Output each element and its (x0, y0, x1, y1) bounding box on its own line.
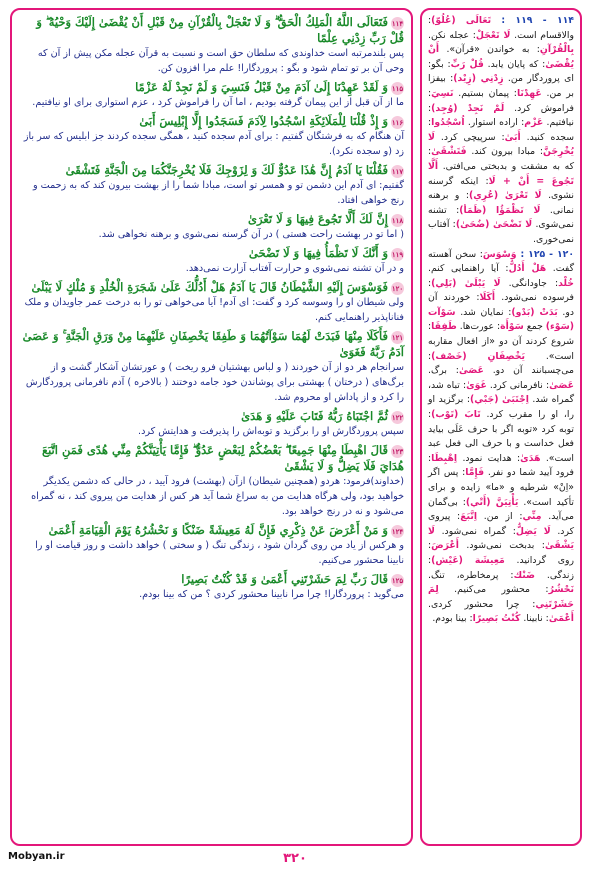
arabic-text: فَوَسْوَسَ إِلَيْهِ الشَّيْطَانُ قَالَ يَا آدَمُ هَلْ أَدُلُّكَ عَلَىٰ شَجَرَةِ الْخُلْدِ وَ مُلْكٍ لَا يَبْلَىٰ (31, 280, 388, 294)
arabic-verse (19, 162, 404, 178)
glossary-meaning: : خوردند آن دو. (428, 292, 575, 318)
glossary-meaning: : چرا محشور کردی. (428, 598, 536, 610)
glossary-word: سَوْأَة (500, 321, 524, 333)
glossary-word: قُلْ رَبِّ (450, 58, 484, 70)
vocabulary-panel (420, 8, 582, 846)
glossary-meaning: جمع (523, 321, 546, 333)
page-number: ۳۲۰ (283, 851, 307, 866)
glossary-meaning: : مبادا بیرون کند. (466, 146, 543, 158)
persian-translation: ولی شیطان او را وسوسه کرد و گفت: ای آدم! آیا می‌خواهی تو را به درخت عمر جاویدان و ملک فناناپذیر راهنمایی کنم. (24, 297, 404, 323)
site-name: Mobyan.ir (8, 851, 65, 862)
glossary-meaning: : فراموش کرد. (428, 87, 574, 114)
glossary-word: طَفِقَا (431, 321, 457, 333)
glossary-word: أَبَىٰ (504, 131, 521, 143)
glossary-word: (جَبْي) (470, 394, 499, 406)
arabic-text: إِنَّ لَكَ أَلَّا تَجُوعَ فِيهَا وَ لَا تَعْرَىٰ (247, 212, 388, 226)
glossary-word: غَوَىٰ (466, 379, 487, 391)
glossary-word: ضَنْك (513, 569, 535, 581)
glossary-word: عَهِدْنَا (516, 87, 542, 99)
persian-translation: می‌گوید : پروردگارا! چرا مرا نابینا محشور کردی ؟ من که بینا بودم. (139, 589, 404, 600)
glossary-word: لِمَ حَشَرْتَنِي (428, 584, 574, 610)
glossary-word: أَنْ + لَا (488, 175, 530, 187)
glossary-meaning: : آفتاب نمی‌خوری. (428, 219, 574, 245)
persian-translation: پس بلندمرتبه است خداوندی که سلطان حق است و نسبت به قرآن عجله مکن پیش از آن که وحی آن بر تو تمام شود و بگو : پروردگارا! علم مرا افزون کن. (37, 48, 404, 74)
glossary-word: مَعِيشَة (عَيْش) (431, 554, 505, 566)
glossary-word: هَلْ أَدُلُّ (508, 263, 547, 275)
arabic-text: قَالَ اهْبِطَا مِنْهَا جَمِيعًا ۖ بَعْضُكُمْ لِبَعْضٍ عَدُوٌّ ۖ فَإِمَّا يَأْتِيَنَّكُمْ مِنِّي هُدًى فَمَنِ اتَّبَعَ هُدَايَ فَلَا يَضِلُّ وَ لَا يَشْقَىٰ (41, 443, 404, 473)
glossary-meaning: : نافرمانی کرد. (486, 379, 550, 391)
arabic-text: فَقُلْنَا يَا آدَمُ إِنَّ هَٰذَا عَدُوٌّ لَكَ وَ لِزَوْجِكَ فَلَا يُخْرِجَنَّكُمَا مِنَ الْجَنَّةِ فَتَشْقَىٰ (65, 163, 388, 177)
arabic-verse (19, 279, 404, 295)
glossary-paragraph (428, 248, 574, 627)
verse-number-badge: ۱۱۷ (391, 166, 404, 176)
glossary-word: أَعْرَضَ (431, 540, 459, 552)
persian-translation: آن هنگام که به فرشتگان گفتیم : برای آدم سجده کنید ، همگی سجده کردند جز ابلیس که سر باز زد (و سجده نکرد). (23, 131, 404, 157)
arabic-text: وَ مَنْ أَعْرَضَ عَنْ ذِكْرِي فَإِنَّ لَهُ مَعِيشَةً ضَنْكًا وَ نَحْشُرُهُ يَوْمَ الْقِيَامَةِ أَعْمَىٰ (48, 523, 388, 537)
glossary-meaning: : می‌چسبانند آن دو. (428, 350, 574, 377)
persian-translation: و در آن تشنه نمی‌شوی و حرارت آفتاب آزارت نمی‌دهد. (185, 263, 404, 274)
verse-number-badge: ۱۲۳ (391, 446, 404, 456)
glossary-meaning: : بگو: ای پروردگار من. (428, 58, 574, 85)
verse-block (19, 408, 404, 439)
glossary-word: عَزْم (524, 117, 544, 129)
glossary-word: لَا تَعْرَىٰ (عُرِي) (468, 190, 542, 202)
glossary-meaning: : عجله نکن. (428, 29, 476, 41)
glossary-meaning: : بینا بودم. (432, 613, 473, 625)
glossary-meaning: : که به مشقت و بدبختی می‌افتی. (428, 146, 574, 172)
verse-block (19, 113, 404, 159)
persian-translation: سرانجام هر دو از آن خوردند ( و لباس بهشتیان فرو ریخت ) و عورتشان آشکار گشت و از برگ‌های ( درختان ) بهشتی برای پوشاندن خود جامه دوختند ( بالاخره ) آدم نافرمانی پروردگارش را کرد و از پاداش او محروم شد. (25, 362, 404, 403)
glossary-word: عَصَىٰ (549, 379, 575, 391)
arabic-verse (19, 245, 404, 261)
glossary-word: اِهْبِطَا (431, 452, 458, 464)
glossary-meaning: : سرپیچی کرد. (434, 131, 505, 143)
glossary-meaning: : بی‌گمان می‌آید. (428, 496, 574, 523)
glossary-meaning: : جاودانگی. (500, 277, 559, 289)
glossary-word: بَدَتْ (بَدْو) (511, 306, 558, 318)
arabic-verse (19, 113, 404, 129)
glossary-word: زِدْنِي (زِيْد) (453, 73, 504, 85)
arabic-text: فَأَكَلَا مِنْهَا فَبَدَتْ لَهُمَا سَوْآتُهُمَا وَ طَفِقَا يَخْصِفَانِ عَلَيْهِمَا مِنْ وَرَقِ الْجَنَّةِ ۚ وَ عَصَىٰ آدَمُ رَبَّهُ فَغَوَىٰ (22, 329, 404, 359)
glossary-meaning: : توبه کرد «توبه اگر با حرف عَلَى بیاید فعل خداست و با حرف الی فعل عبد است». (428, 409, 574, 464)
verse-number-badge: ۱۲۴ (391, 526, 404, 536)
glossary-meaning: : محشور می‌کنیم. (438, 584, 549, 596)
glossary-meaning: : پس اگر «اِنْ» شرطیه و «ما» زایده و برای تأکید است». (428, 467, 574, 508)
glossary-meaning: : فرسوده نمی‌شود. (428, 277, 574, 304)
persian-translation: گفتیم: ای آدم این دشمن تو و همسر تو است، مبادا شما را از بهشت بیرون کند که به زحمت و رنج خواهی افتاد. (32, 180, 404, 206)
verses-panel (10, 8, 413, 846)
glossary-meaning: : سجده کنید. (428, 117, 574, 143)
arabic-verse (19, 571, 404, 587)
verse-block (19, 211, 404, 242)
glossary-word: مِنِّي (522, 511, 542, 523)
glossary-word: فَإِمَّا (465, 467, 485, 479)
glossary-meaning: : فرود آیید شما دو نفر. (428, 452, 575, 479)
glossary-meaning: : پرمخاطره، تنگ. (428, 569, 514, 581)
verse-block (19, 442, 404, 519)
verse-block (19, 571, 404, 602)
glossary-meaning: : والاقسام است. (428, 15, 574, 41)
glossary-meaning: : هدایت نمود. (457, 452, 521, 464)
verse-block (19, 328, 404, 405)
arabic-verse (19, 408, 404, 424)
glossary-word: سَوْآت (428, 306, 456, 318)
verse-number-badge: ۱۱۸ (391, 215, 404, 225)
glossary-meaning: : نمایان شد. (455, 306, 512, 318)
glossary-meaning: : شروع کردند آن دو «از افعال مقاربه است». (428, 321, 574, 362)
glossary-meaning: : سخن آهسته گفت. (428, 248, 575, 275)
glossary-word: هَدَىٰ (520, 452, 541, 464)
arabic-verse (19, 14, 404, 46)
glossary-word: (خَصْف) (431, 350, 467, 362)
arabic-text: وَ إِذْ قُلْنَا لِلْمَلَائِكَةِ اسْجُدُوا لِآدَمَ فَسَجَدُوا إِلَّا إِبْلِيسَ أَبَىٰ (139, 114, 388, 128)
glossary-word: خُلْد (558, 277, 575, 289)
arabic-text: وَ أَنَّكَ لَا تَظْمَأُ فِيهَا وَ لَا تَضْحَىٰ (248, 246, 388, 260)
glossary-meaning: : اینکه گرسنه نشوی. (428, 175, 574, 202)
persian-translation: و هرکس از یاد من روی گردان شود ، زندگی تنگ ( و سختی ) خواهد داشت و روز قیامت او را نابینا محشور می‌کنیم. (35, 540, 404, 566)
glossary-meaning (467, 351, 488, 362)
glossary-meaning: : بدبخت نمی‌شود. (458, 540, 545, 552)
glossary-meaning: : که پایان یابد. (483, 58, 546, 70)
glossary-word: اِتَّبَعَ (460, 511, 478, 523)
persian-translation: (خداوند)فرمود: هردو (همچنین شیطان) ازآن (بهشت) فرود آیید ، در حالی که دشمن یکدیگر خواهید بود، ولی هرگاه هدایت من به سراغ شما آید هر کس از هدایت من پیروی کند ، نه گمراه می‌شود و نه در رنج خواهد بود. (31, 476, 404, 517)
glossary-meaning: : پیمان بستیم. (453, 87, 517, 99)
arabic-verse (19, 522, 404, 538)
verse-block (19, 79, 404, 110)
glossary-word: أَعْمَىٰ (548, 613, 574, 625)
glossary-meaning: : عورت‌ها. (456, 321, 501, 333)
arabic-verse (19, 79, 404, 95)
glossary-word: لَا يَشْقَىٰ (428, 525, 574, 552)
glossary-meaning: : از من. (477, 511, 523, 523)
verse-number-badge: ۱۱۵ (391, 83, 404, 93)
glossary-meaning: : نابینا. (520, 613, 549, 625)
glossary-word: عَصَىٰ (458, 365, 484, 377)
glossary-meaning: : زندگی. (428, 554, 574, 581)
glossary-meaning: : و برهنه نمانی. (428, 190, 574, 216)
verse-block (19, 279, 404, 325)
glossary-word: أَنْ يُقْضَىٰ (428, 44, 574, 70)
arabic-text: وَ لَقَدْ عَهِدْنَا إِلَىٰ آدَمَ مِنْ قَبْلُ فَنَسِيَ وَ لَمْ نَجِدْ لَهُ عَزْمًا (135, 80, 388, 94)
glossary-word: أَكَلَا (479, 292, 496, 304)
arabic-verse (19, 442, 404, 474)
glossary-meaning: : گمراه نمی‌شود. (434, 525, 516, 537)
glossary-meaning: : اراده استوار. (464, 117, 525, 129)
glossary-word: تَعَالَى (عُلُوّ) (431, 15, 492, 26)
glossary-word: اِجْتَبَىٰ (502, 394, 529, 406)
glossary-word: (سَوْء) (545, 321, 575, 333)
verse-range-heading: ۱۲۰ - ۱۲۵ : (516, 248, 574, 260)
glossary-meaning: : نیافتیم. (428, 102, 574, 129)
glossary-meaning: : به خواندن «قرآن». (439, 44, 540, 56)
glossary-word: يَأْتِيَنَّ (أَتْي) (465, 496, 519, 508)
arabic-text: ثُمَّ اجْتَبَاهُ رَبُّهُ فَتَابَ عَلَيْهِ وَ هَدَىٰ (241, 409, 388, 423)
glossary-word: لَا يَبْلَىٰ (بَلِي) (431, 277, 501, 289)
glossary-meaning: : پیروی کرد. (428, 511, 575, 537)
verse-number-badge: ۱۲۲ (391, 412, 404, 422)
verse-number-badge: ۱۱۶ (391, 117, 404, 127)
glossary-word: يَخْصِفَانِ (487, 350, 525, 362)
glossary-word: تَابَ (تَوْب) (431, 409, 481, 421)
verse-block (19, 14, 404, 76)
persian-translation: ما از آن قبل از این پیمان گرفته بودیم ، اما آن را فراموش کرد ، عزم استواری برای او نیافتیم. (32, 97, 404, 108)
arabic-text: فَتَعَالَى اللَّهُ الْمَلِكُ الْحَقُّ ۗ وَ لَا تَعْجَلْ بِالْقُرْآنِ مِنْ قَبْلِ أَنْ يُقْضَىٰ إِلَيْكَ وَحْيُهُ ۖ وَ قُلْ رَبِّ زِدْنِي عِلْمًا (36, 15, 404, 45)
glossary-word: نَحْشُرُ (548, 584, 574, 596)
glossary-meaning: : تباه شد، گمراه شد. (428, 379, 574, 406)
verse-block (19, 245, 404, 276)
glossary-word: لَمْ نَجِدْ (وُجِد) (431, 102, 505, 114)
arabic-verse (19, 211, 404, 227)
persian-translation: ( اما تو در بهشت راحت هستی ) در آن گرسنه نمی‌شوی و برهنه نخواهی شد. (98, 229, 404, 240)
glossary-word: لَا تَضْحَىٰ (ضُحَىٰ) (455, 219, 533, 231)
verse-block (19, 162, 404, 208)
persian-translation: سپس پروردگارش او را برگزید و توبه‌اش را پذیرفت و هدایتش کرد. (138, 426, 404, 437)
glossary-meaning: : آیا راهنمایی کنم. (428, 263, 509, 275)
glossary-paragraph (428, 14, 574, 248)
verse-block (19, 522, 404, 568)
glossary-meaning: : تشنه نمی‌شوی. (428, 204, 574, 231)
verse-number-badge: ۱۱۹ (391, 249, 404, 259)
glossary-word: بِالْقُرْآنِ (539, 44, 574, 56)
glossary-word: لَا تَعْجَلْ (475, 29, 511, 41)
verse-range-heading: ۱۱۴ - ۱۱۹ : (491, 15, 574, 26)
glossary-word: لَا يَضِلُّ (515, 525, 551, 537)
verse-number-badge: ۱۲۰ (391, 283, 404, 293)
glossary-word: نَسِيَ (431, 87, 454, 99)
glossary-word: لَا يُخْرِجَنَّ (428, 131, 574, 158)
glossary-meaning: : بیفزا بر من. (428, 73, 575, 99)
glossary-meaning: : برگزید او را، او را مقرب کرد. (428, 394, 574, 421)
glossary-word: اُسْجُدُوا (431, 117, 465, 129)
glossary-word: أَلَّا تَجُوعَ = (428, 160, 574, 187)
glossary-meaning: : روی گردانید. (428, 540, 574, 566)
arabic-text: قَالَ رَبِّ لِمَ حَشَرْتَنِي أَعْمَىٰ وَ قَدْ كُنْتُ بَصِيرًا (181, 572, 388, 586)
verse-number-badge: ۱۲۱ (391, 332, 404, 342)
glossary-word: كُنْتُ بَصِيرًا (472, 613, 521, 625)
arabic-verse (19, 328, 404, 360)
glossary-word: فَتَشْقَىٰ (431, 146, 467, 158)
verse-number-badge: ۱۲۵ (391, 575, 404, 585)
glossary-word: وَسْوَسَ (482, 248, 517, 260)
glossary-word: لَا تَظْمَؤُا (ظَمَأ) (459, 204, 541, 216)
glossary-meaning: : برگ. (428, 365, 459, 377)
verse-number-badge: ۱۱۴ (391, 18, 404, 28)
